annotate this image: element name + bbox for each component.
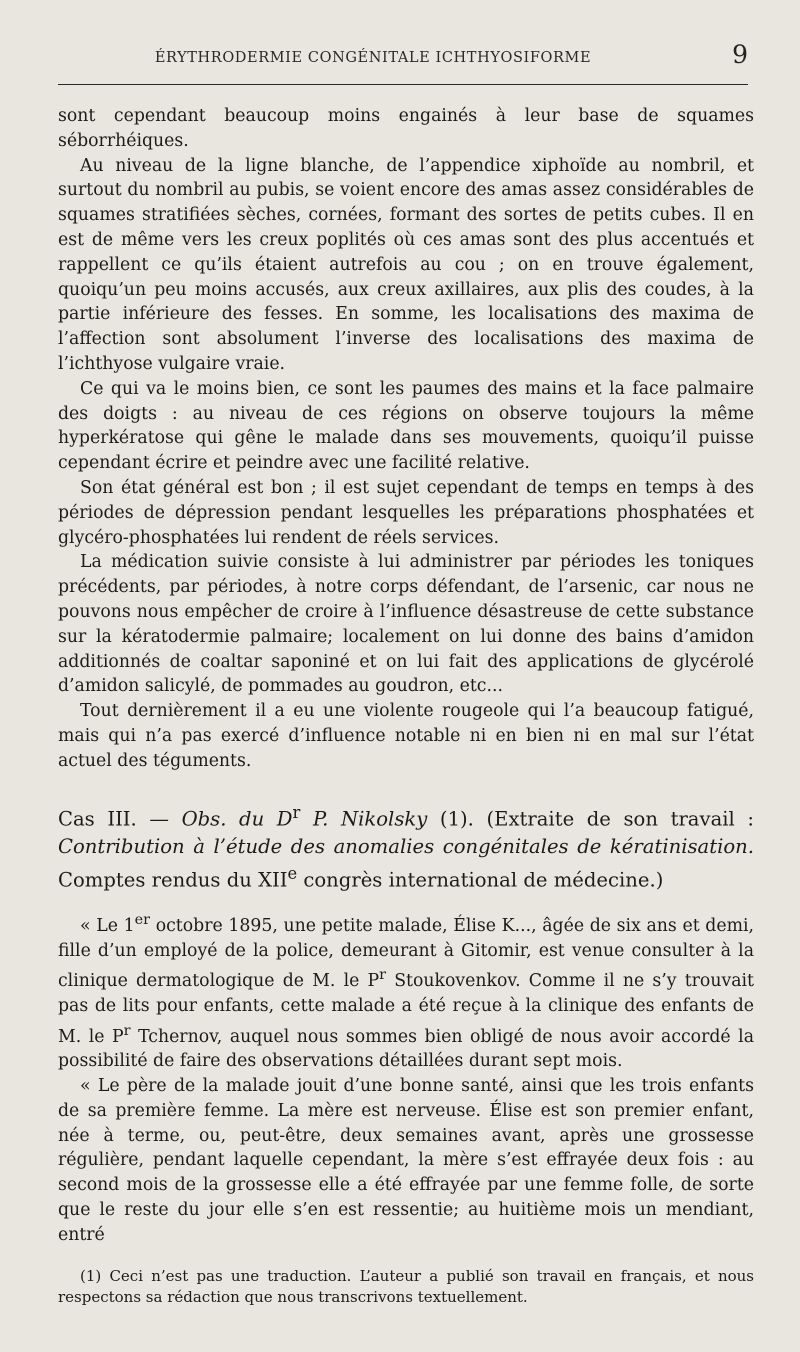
observation-source: Obs. du D: [181, 807, 293, 831]
case-label: Cas III. —: [58, 807, 182, 831]
running-title: ÉRYTHRODERMIE CONGÉNITALE ICHTHYOSIFORME: [154, 50, 592, 66]
running-header: [58, 40, 748, 74]
body-text: [58, 104, 754, 774]
paragraph: sont cependant beaucoup moins engainés à leur base de squames séborrhéiques.: [58, 106, 754, 151]
quote-text: Stoukovenkov. Comme il ne s’y trouvait pas de lits pour enfants, cette malade a été reçue à la clinique des enfants de M. le P: [58, 971, 754, 1047]
title-superscript: r: [123, 1022, 131, 1039]
proceedings-end: congrès international de médecine.): [297, 868, 664, 892]
ordinal-superscript: e: [287, 863, 298, 883]
proceedings: Comptes rendus du XII: [58, 868, 288, 892]
footnote-reference: (1).: [427, 807, 487, 831]
footnote-text: (1) Ceci n’est pas une traduction. L’auteur a publié son travail en français, et nous respectons sa rédaction que nous transcrivons textuellement.: [58, 1267, 754, 1306]
work-title: Contribution à l’étude des anomalies congénitales de kératinisation.: [58, 834, 754, 858]
paragraph: Au niveau de la ligne blanche, de l’appendice xiphoïde au nombril, et surtout du nombril au pubis, se voient encore des amas assez considérables de squames stratifiées sèches, cornées, formant des sortes de petits cubes. Il en est de même vers les creux poplités où ces amas sont des plus accentués et rappellent ce qu’ils étaient autrefois au cou ; on en trouve également, quoiqu’un peu moins accusés, aux creux axillaires, aux plis des coudes, à la partie inférieure des fesses. En somme, les localisations des maxima de l’affection sont absolument l’inverse des localisations des maxima de l’ichthyose vulgaire vraie.: [58, 155, 754, 374]
title-superscript: r: [379, 967, 387, 984]
paragraph: Son état général est bon ; il est sujet cependant de temps en temps à des périodes de dépression pendant lesquelles les préparations phosphatées et glycéro-phosphatées lui rendent de réels services.: [58, 477, 754, 548]
quote-text: « Le 1: [80, 915, 135, 936]
header-rule: [58, 84, 748, 85]
extract-note: (Extraite de son travail :: [486, 807, 754, 831]
title-superscript: r: [292, 803, 301, 822]
paragraph: Tout dernièrement il a eu une violente rougeole qui l’a beaucoup fatigué, mais qui n’a pas exercé d’influence notable ni en bien ni en mal sur l’état actuel des téguments.: [58, 701, 754, 771]
quoted-observation: [58, 908, 754, 1248]
quote-text: octobre 1895, une petite malade, Élise K..., âgée de six ans et demi, fille d’un employé de la police, demeurant à Gitomir, est venue consulter à la clinique dermatologique de M. le P: [58, 915, 755, 992]
author-name: P. Nikolsky: [300, 807, 428, 831]
quote-paragraph: [58, 908, 754, 1074]
case-heading: [58, 799, 754, 893]
ordinal-superscript: er: [134, 912, 151, 928]
page-number: 9: [732, 40, 748, 69]
paragraph: La médication suivie consiste à lui administrer par périodes les toniques précédents, par périodes, à notre corps défendant, de l’arsenic, car nous ne pouvons nous empêcher de croire à l’influence désastreuse de cette substance sur la kératodermie palmaire; localement on lui donne des bains d’amidon additionnés de coaltar saponiné et on lui fait des applications de glycérolé d’amidon salicylé, de pommades au goudron, etc...: [58, 552, 754, 697]
quote-paragraph: « Le père de la malade jouit d’une bonne santé, ainsi que les trois enfants de sa première femme. La mère est nerveuse. Élise est son premier enfant, née à terme, ou, peut-être, deux semaines avant, après une grossesse régulière, pendant laquelle cependant, la mère s’est effrayée deux fois : au second mois de la grossesse elle a été effrayée par une femme folle, de sorte que le reste du jour elle s’en est ressentie; au huitième mois un mendiant, entré: [58, 1076, 754, 1245]
footnote: [58, 1266, 754, 1308]
quote-text: Tchernov, auquel nous sommes bien obligé de nous avoir accordé la possibilité de faire des observations détaillées durant sept mois.: [58, 1026, 755, 1072]
paragraph: Ce qui va le moins bien, ce sont les paumes des mains et la face palmaire des doigts : au niveau de ces régions on observe toujours la même hyperkératose qui gêne le malade dans ses mouvements, quoiqu’il puisse cependant écrire et peindre avec une facilité relative.: [58, 378, 754, 474]
